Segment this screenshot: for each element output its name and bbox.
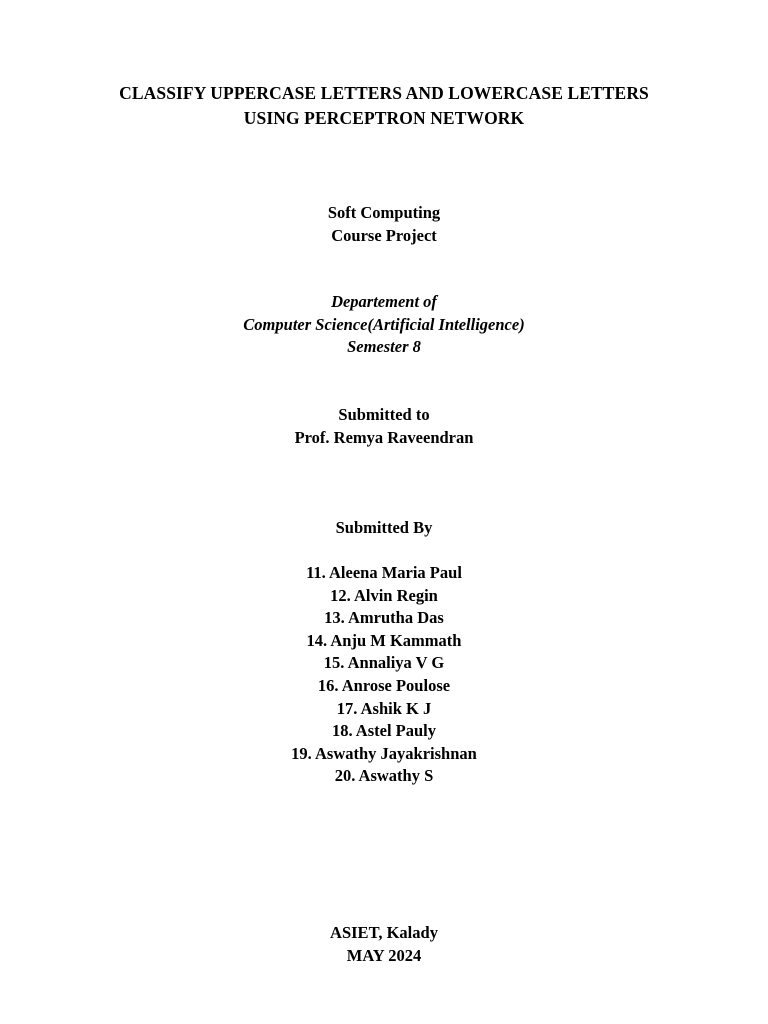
submission-date: MAY 2024 — [346, 945, 422, 965]
list-item: 11. Aleena Maria Paul — [306, 563, 462, 582]
list-item: 12. Alvin Regin — [330, 585, 438, 605]
course-name: Soft Computing — [327, 203, 441, 222]
list-item: 18. Astel Pauly — [331, 721, 437, 741]
submitted-by-label: Submitted By — [335, 518, 433, 537]
list-item: 20. Aswathy S — [334, 766, 434, 786]
course-type: Course Project — [331, 225, 437, 245]
list-item: 13. Amrutha Das — [324, 608, 444, 628]
department-block — [0, 291, 768, 359]
list-item: 19. Aswathy Jayakrishnan — [291, 743, 477, 763]
submitted-to-label: Submitted to — [338, 405, 430, 424]
list-item: 16. Anrose Poulose — [317, 675, 451, 695]
submitted-by-heading — [0, 517, 768, 540]
list-item: 15. Annaliya V G — [323, 653, 445, 673]
footer-block — [0, 922, 768, 967]
course-block — [0, 202, 768, 247]
title-line-2: USING PERCEPTRON NETWORK — [243, 108, 525, 128]
title-line-1: CLASSIFY UPPERCASE LETTERS AND LOWERCASE LETTERS — [119, 83, 649, 103]
document-title — [0, 81, 768, 131]
semester: Semester 8 — [347, 337, 421, 356]
guide-name: Prof. Remya Raveendran — [294, 427, 474, 447]
department-label: Departement of — [331, 292, 437, 311]
institution-name: ASIET, Kalady — [330, 923, 438, 942]
member-list — [0, 562, 768, 788]
submitted-to-block — [0, 404, 768, 449]
list-item: 14. Anju M Kammath — [306, 630, 462, 650]
list-item: 17. Ashik K J — [336, 698, 432, 718]
department-name: Computer Science(Artificial Intelligence) — [243, 314, 525, 334]
